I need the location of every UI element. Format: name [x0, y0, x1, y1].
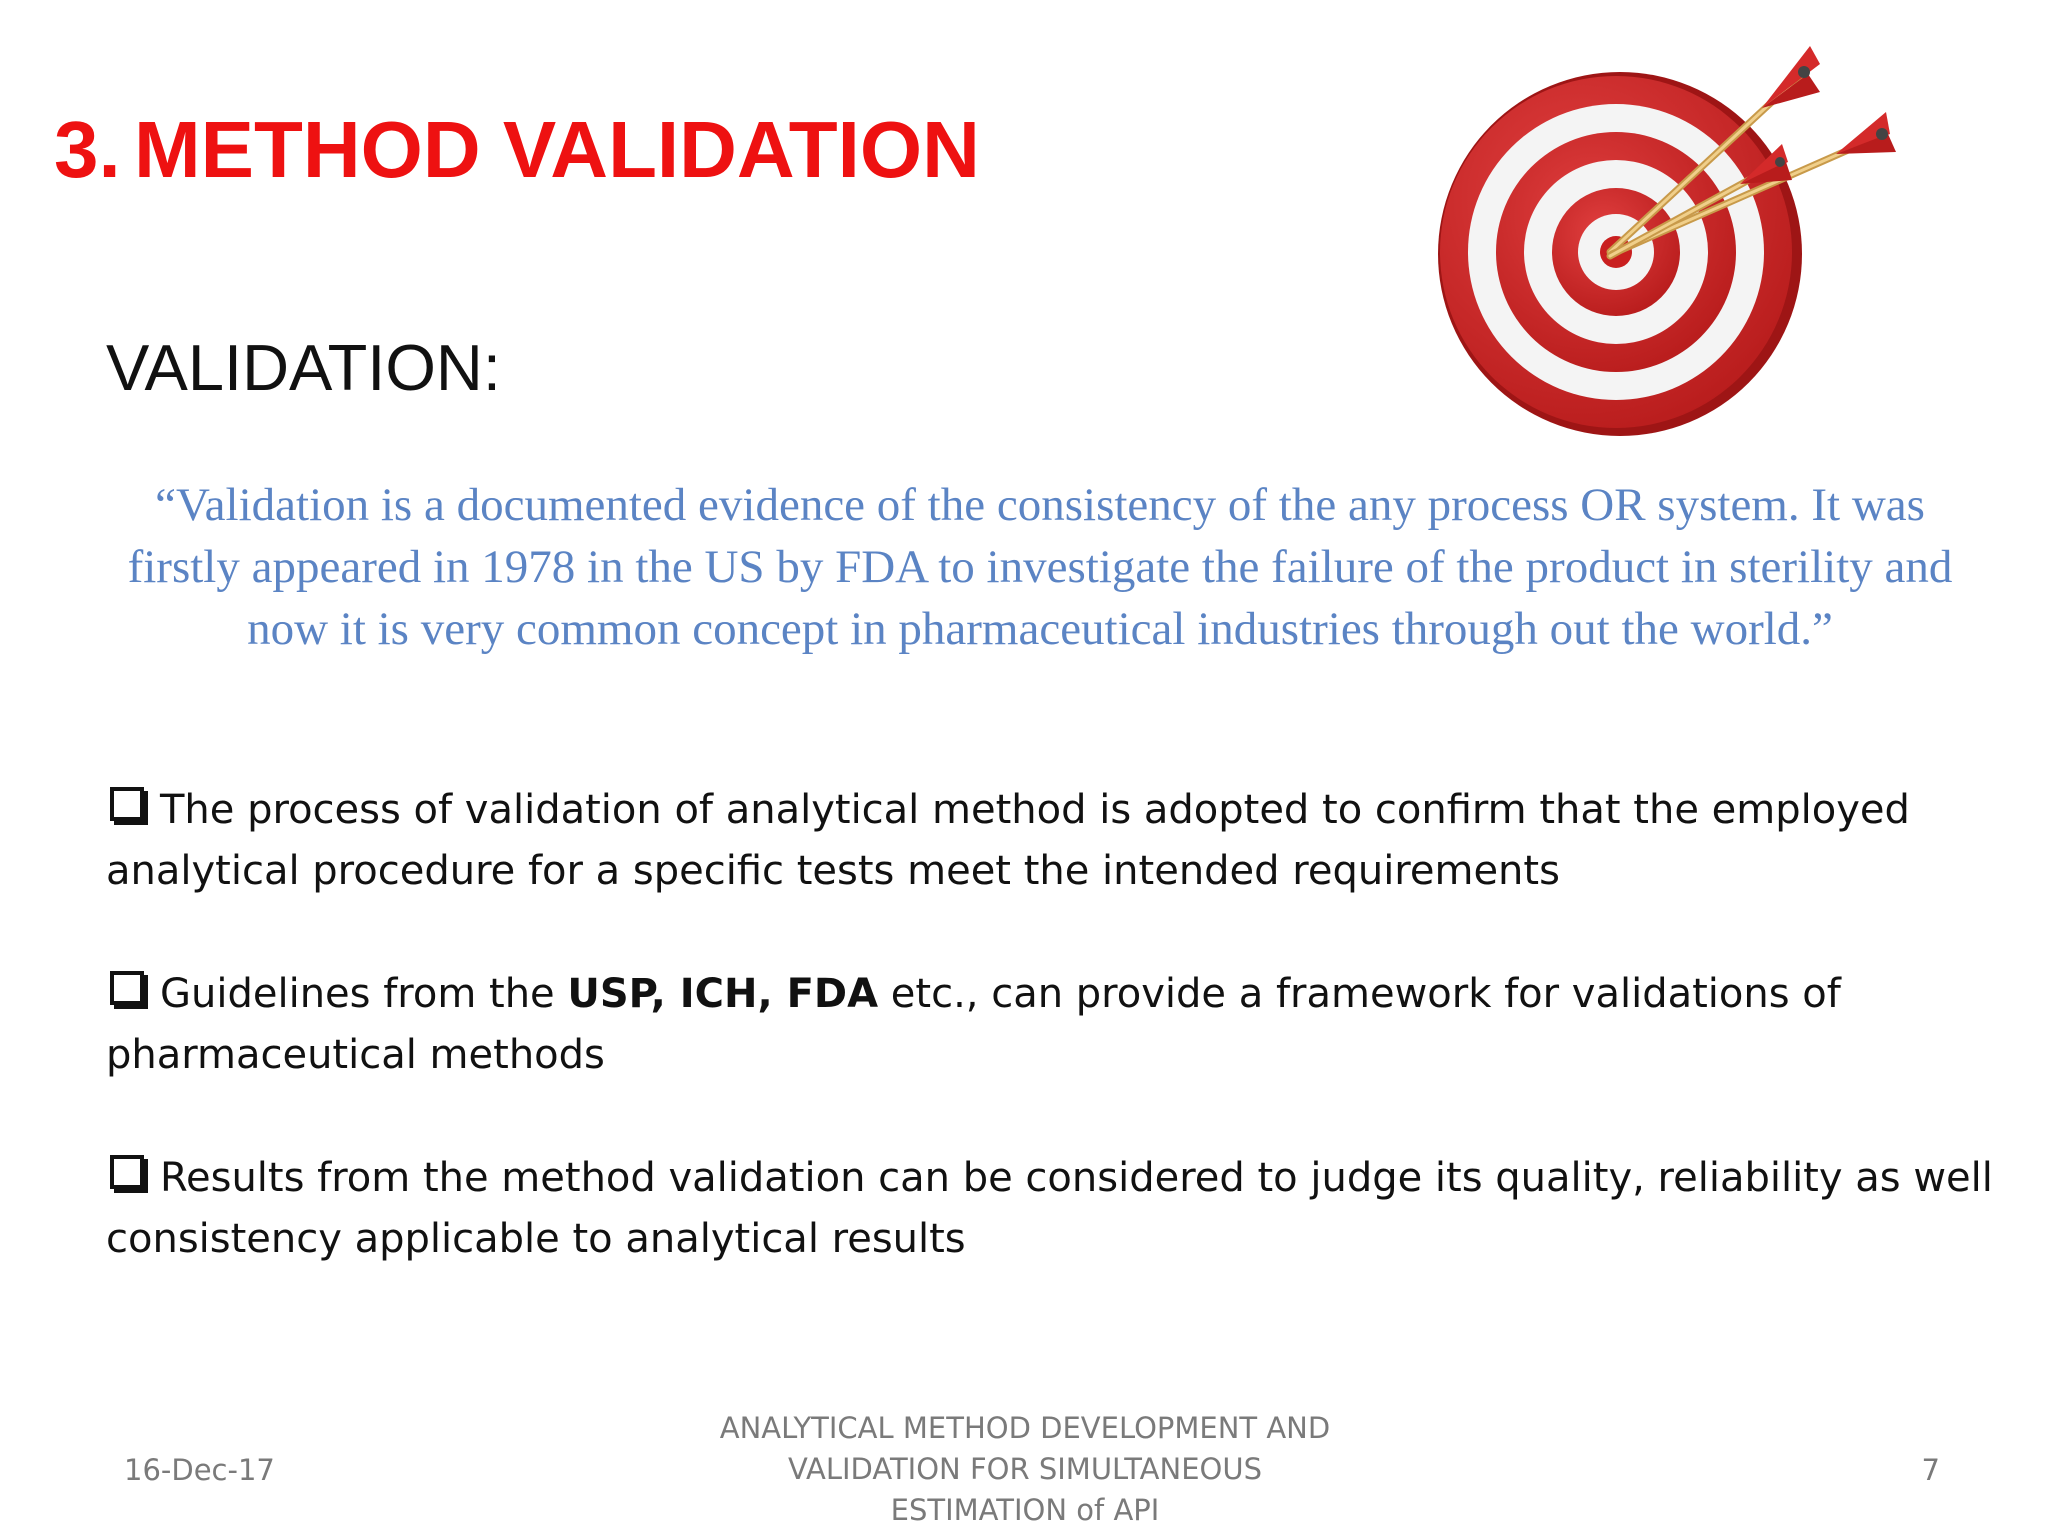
- bullet-list: [106, 780, 2006, 1332]
- bullet-text-after: etc., can provide a framework for validations of pharmaceutical methods: [106, 971, 1841, 1078]
- footer-date: 16-Dec-17: [124, 1453, 275, 1487]
- validation-definition-quote: “Validation is a documented evidence of the consistency of the any process OR system. It was firstly appeared in 1978 in the US by FDA to investigate the failure of the product in sterility and now it is very common concept in pharmaceutical industries through out the world.”: [127, 479, 1953, 655]
- bullet-item: [106, 1148, 2006, 1270]
- footer-title: [660, 1408, 1390, 1531]
- title-text: METHOD VALIDATION: [134, 105, 980, 194]
- checkbox-bullet-icon: [110, 971, 144, 1005]
- footer-title-line: ANALYTICAL METHOD DEVELOPMENT AND: [719, 1411, 1331, 1445]
- checkbox-bullet-icon: [110, 787, 144, 821]
- bullet-text: The process of validation of analytical method is adopted to confirm that the employed analytical procedure for a specific tests meet the intended requirements: [106, 787, 1910, 894]
- bullet-item: [106, 780, 2006, 902]
- target-with-arrows-icon: [1410, 34, 1930, 454]
- bullet-item: [106, 964, 2006, 1086]
- checkbox-bullet-icon: [110, 1155, 144, 1189]
- bullet-text-before: Guidelines from the: [160, 971, 568, 1017]
- bullet-text-bold: USP, ICH, FDA: [567, 971, 879, 1017]
- title-number: 3.: [54, 105, 121, 194]
- footer-title-line: VALIDATION FOR SIMULTANEOUS: [788, 1452, 1262, 1486]
- slide-title: [54, 100, 980, 200]
- footer-title-line: ESTIMATION of API: [890, 1493, 1160, 1527]
- section-heading: VALIDATION:: [106, 331, 501, 404]
- bullet-text: Results from the method validation can be considered to judge its quality, reliability as well consistency applicable to analytical results: [106, 1155, 1993, 1262]
- page-number: 7: [1921, 1453, 1940, 1487]
